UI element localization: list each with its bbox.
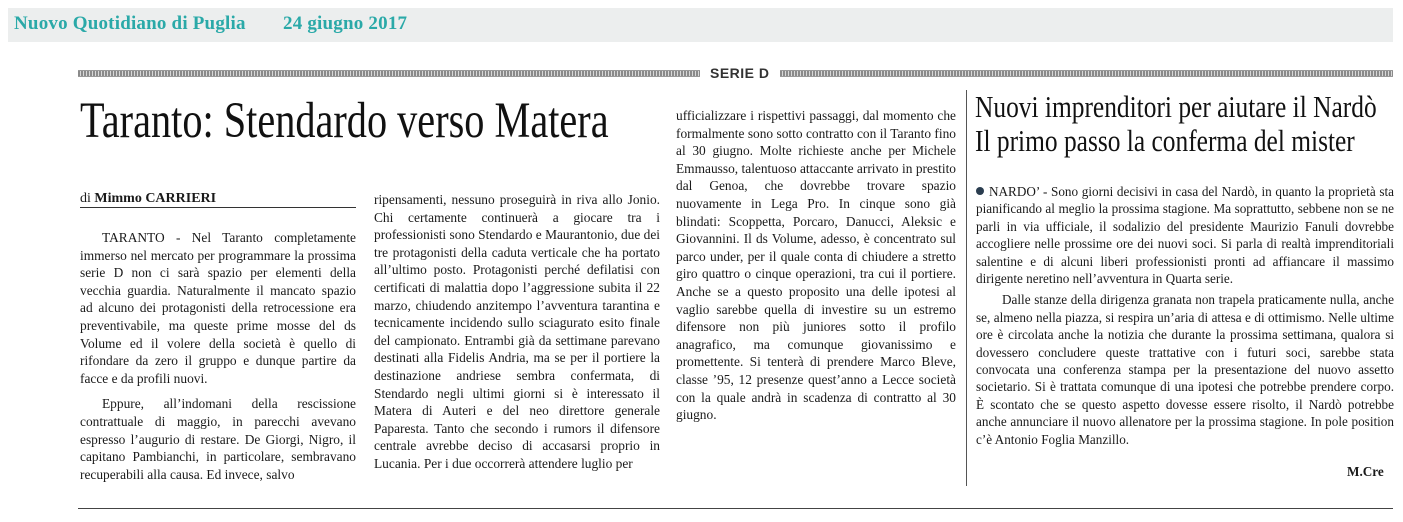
column-divider [966,90,967,486]
article-column-2 [374,191,660,487]
article-paragraph-2-continued: ripensamenti, nessuno proseguirà in riva allo Jonio. Chi certamente continuerà a giocare tra i professionisti sono Stendardo e Maurantonio, due dei tre protagonisti della caduta verticale che ha portato all’ultimo posto. Protagonisti perché defilatisi con certificati di malattia dopo l’aggressione subita il 22 marzo, chiudendo anzitempo l’avventura tarantina e tecnicamente incidendo sullo sciagurato esito finale del campionato. Entrambi già da settimane parevano destinati alla Fidelis Andria, ma se per il portiere la destinazione andriese sembra confermata, di Stendardo negli ultimi giorni si è interessato il Matera di Auteri e del neo direttore generale Paparesta. Tanto che secondo i rumors il difensore centrale avrebbe deciso di accasarsi proprio in Lucania. Per i due occorrerà attendere luglio per [374,192,660,471]
side-paragraph-1 [976,183,1394,287]
article-column-1 [80,229,356,487]
publication-date: 24 giugno 2017 [283,13,408,34]
byline-author: Mimmo CARRIERI [94,191,217,206]
author-signature: M.Cre [1347,464,1384,479]
article-column-3 [676,107,956,485]
byline [80,191,216,207]
newspaper-name: Nuovo Quotidiano di Puglia [14,13,246,34]
article-paragraph-1: TARANTO - Nel Taranto completamente immerso nel mercato per programmare la prossima serie D non ci sarà spazio per elementi della vecchia guardia. Naturalmente il mancato spazio ad alcuno dei protagonisti della retrocessione era preventivabile, ma queste prime mosse del ds Volume ed il volere della società è quello di rifondare da zero il gruppo e dunque partire da facce e da profili nuovi. [80,230,356,386]
side-article-body [976,183,1394,483]
bullet-icon [976,187,984,195]
byline-rule [80,207,356,208]
article-paragraph-2-continued: ufficializzare i rispettivi passaggi, dal momento che formalmente sono sotto contratto con il Taranto fino al 30 giugno. Molte richieste anche per Michele Emmausso, talentuoso attaccante arrivato in prestito dal Genoa, che dovrebbe trovare spazio nuovamente in Lega Pro. In cinque sono già blindati: Scoppetta, Porcaro, Danucci, Aleksic e Giovannini. Il ds Volume, adesso, è concentrato sul parco under, per il quale conta di chiudere a stretto giro quattro o cinque operazioni, tra cui il portiere. Anche se a questo proposito una delle ipotesi al vaglio sarebbe quella di investire su un estremo difensore non più juniores sotto il profilo anagrafico, ma comunque giovanissimo e promettente. Si tenterà di prendere Marco Bleve, classe ’95, 12 presenze quest’anno a Lecce società con la quale andrà in scadenza di contratto al 30 giugno. [676,108,956,423]
byline-prefix: di [80,191,91,206]
side-headline [975,90,1377,158]
side-paragraph-1-text: NARDO’ - Sono giorni decisivi in casa del Nardò, in quanto la proprietà sta pianificando al meglio la prossima stagione. Ma soprattutto, sebbene non se ne parli in via ufficiale, il sodalizio del presidente Maurizio Fanuli dovrebbe accogliere nelle prossime ore dei nuovi soci. Si parla di realtà imprenditoriali salentine e di alcuni liberi professionisti pronti ad affiancare il massimo dirigente neretino nell’avventura in Quarta serie. [976,184,1394,287]
side-headline-line-1: Nuovi imprenditori per aiutare il Nardò [975,89,1377,124]
side-paragraph-2: Dalle stanze della dirigenza granata non trapela praticamente nulla, anche se, almeno nella piazza, si respira un’aria di attesa e di ottimismo. Nelle ultime ore è circolata anche la notizia che durante la prossima settimana, qualora si dovessero concludere queste trattative con i futuri soci, sarebbe stata convocata una conferenza stampa per la presentazione del nuovo assetto societario. Si è trattata comunque di una ipotesi che potrebbe prendere corpo. È scontato che se questo aspetto dovesse essere risolto, il Nardò potrebbe anche annunciare il nuovo allenatore per la prossima stagione. In pole position c’è Antonio Foglia Manzillo. [976,292,1394,447]
main-headline: Taranto: Stendardo verso Matera [80,93,609,149]
side-headline-line-2: Il primo passo la conferma del mister [975,123,1355,158]
bottom-rule [78,508,1393,509]
article-paragraph-2: Eppure, all’indomani della rescissione contrattuale di maggio, in parecchi avevano espresso l’augurio di restare. De Giorgi, Nigro, il capitano Pambianchi, in particolare, sembravano recuperabili alla causa. Ed invece, salvo [80,396,356,482]
section-label: SERIE D [700,65,780,81]
